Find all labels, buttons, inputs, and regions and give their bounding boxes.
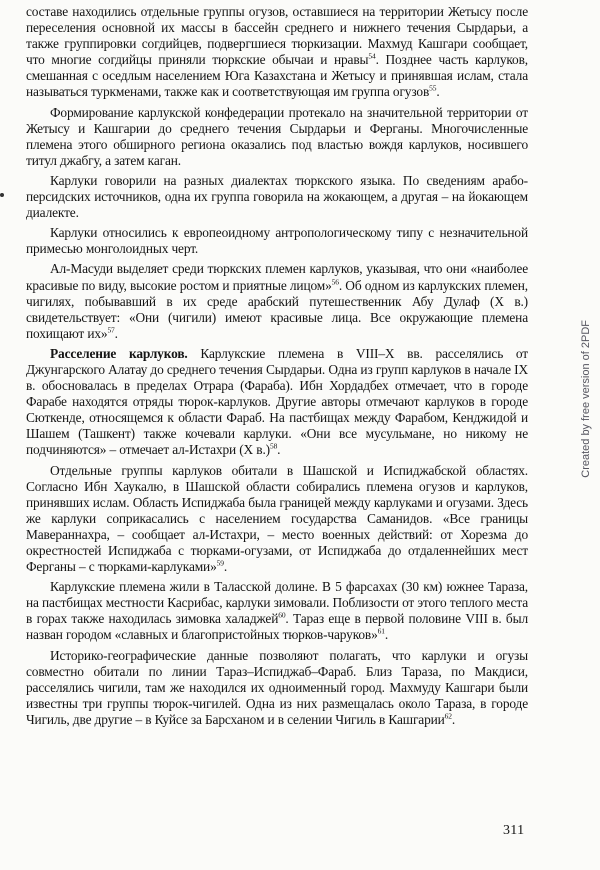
text-run: . Тараз еще в первой половине VIII в. был назван городом «славных и благопристойных тюрков-чаруков» xyxy=(26,611,528,643)
footnote-ref: 61 xyxy=(377,627,385,636)
paragraph xyxy=(26,579,528,643)
paragraph xyxy=(26,4,528,101)
text-run: Карлукские племена в VIII–X вв. расселялись от Джунгарского Алатау до среднего течения Сырдарьи. Одна из групп карлуков в начале IX в. обосновалась в пределах Отрара (Фараба). Ибн Хордадбех отмечает, что в городе Фарабе находятся отряды тюрок-карлуков. Другие авторы отмечают карлуков в городе Сюткенде, относящемся к области Фараб. На пастбищах между Фарабом, Кенджидой и Шашем (Ташкент) также кочевали карлуки. «Они все мусульмане, но никому не подчиняются» – отмечает ал-Истахри (X в.) xyxy=(26,345,529,458)
text-run: Формирование карлукской конфедерации протекало на значительной территории от Жетысу и Кашгарии до среднего течения Сырдарьи и Ферганы. Многочисленные племена этого обширного региона оказались под властью вождя карлуков, носившего титул джабгу, а затем каган. xyxy=(26,104,528,168)
paragraph xyxy=(26,463,528,576)
text-run: . xyxy=(436,84,440,100)
text-run: . xyxy=(114,325,118,341)
text-run: Карлуки говорили на разных диалектах тюркского языка. По сведениям арабо-персидских источников, одна их группа говорила на жокающем, а другая – на йокающем диалекте. xyxy=(26,172,528,221)
section-heading: Расселение карлуков. xyxy=(50,345,188,361)
text-run: . Об одном из карлукских племен, чигилях, побывавший в их среде арабский путешественник Абу Дулаф (X в.) свидетельствует: «Они (чигили) имеют красивые лица. Все окружающие племена похищают их» xyxy=(26,277,528,341)
text-run: Историко-географические данные позволяют полагать, что карлуки и огузы совместно обитали по линии Тараз–Испиджаб–Фараб. Близ Тараза, по Макдиси, расселялись чигили, там же находился их одноименный город. Махмуду Кашгари были известны три группы тюрок-чигилей. Одна из них размещалась около Тараза, в городе Чигиль, две другие – в Куйсе за Барсханом и в селении Чигиль в Кашгарии xyxy=(26,647,528,727)
footnote-ref: 54 xyxy=(368,51,376,61)
paragraph xyxy=(26,225,528,257)
footnote-ref: 58 xyxy=(269,441,278,451)
text-run: составе находились отдельные группы огузов, оставшиеся на территории Жетысу после переселения основной их массы в бассейн среднего и нижнего течения Сырдарьи, а также группировки согдийцев, подвергшиеся тюркизации. Махмуд Кашгари сообщает, что многие согдийцы приняли тюркские обычаи и нравы xyxy=(26,4,528,68)
footnote-ref: 57 xyxy=(107,325,115,335)
margin-dot xyxy=(0,193,4,197)
text-run: . xyxy=(223,559,228,575)
paragraph xyxy=(26,346,528,459)
page-number: 311 xyxy=(503,823,525,838)
text-run: . xyxy=(451,711,456,727)
watermark-text: Created by free version of 2PDF xyxy=(580,320,592,478)
footnote-ref: 59 xyxy=(216,558,224,568)
paragraph xyxy=(26,173,528,221)
body-text xyxy=(26,4,528,728)
text-run: Ал-Масуди выделяет среди тюркских племен карлуков, указывая, что они «наиболее красивые по виду, высокие ростом и приятные лицом» xyxy=(26,261,528,293)
text-run: Отдельные группы карлуков обитали в Шашской и Испиджабской областях. Согласно Ибн Хаукалю, в Шашской области собирались племена огузов и карлуков, принявших ислам. Область Испиджаба была границей между карлуками и огузами. Здесь же карлуки соприкасались с населением государства Саманидов. «Все границы Мавераннахра, – сообщает ал-Истахри, – место военных действий: от Хорезма до окрестностей Испиджаба с тюрками-огузами, от Испиджаба до отдаленнейших мест Ферганы – с тюрками-карлуками» xyxy=(26,462,528,575)
text-run: . xyxy=(384,627,389,643)
text-run: . Позднее часть карлуков, смешанная с оседлым населением Юга Казахстана и Жетысу и принявшая ислам, стала называться туркменами, также как и соответствующая им группа огузов xyxy=(26,52,528,100)
text-run: Карлуки относились к европеоидному антропологическому типу с незначительной примесью монголоидных черт. xyxy=(26,225,528,257)
text-run: . xyxy=(277,442,281,458)
text-run: Карлукские племена жили в Таласской долине. В 5 фарсахах (30 км) южнее Тараза, на пастбищах местности Касрибас, карлуки зимовали. Поблизости от этого теплого места в горах также находилась зимовка халаджей xyxy=(26,579,528,627)
footnote-ref: 60 xyxy=(278,610,286,620)
footnote-ref: 55 xyxy=(429,84,437,93)
footnote-ref: 62 xyxy=(444,711,452,721)
footnote-ref: 56 xyxy=(331,277,339,287)
paragraph xyxy=(26,648,528,728)
paragraph xyxy=(26,261,528,341)
paragraph xyxy=(26,105,528,169)
